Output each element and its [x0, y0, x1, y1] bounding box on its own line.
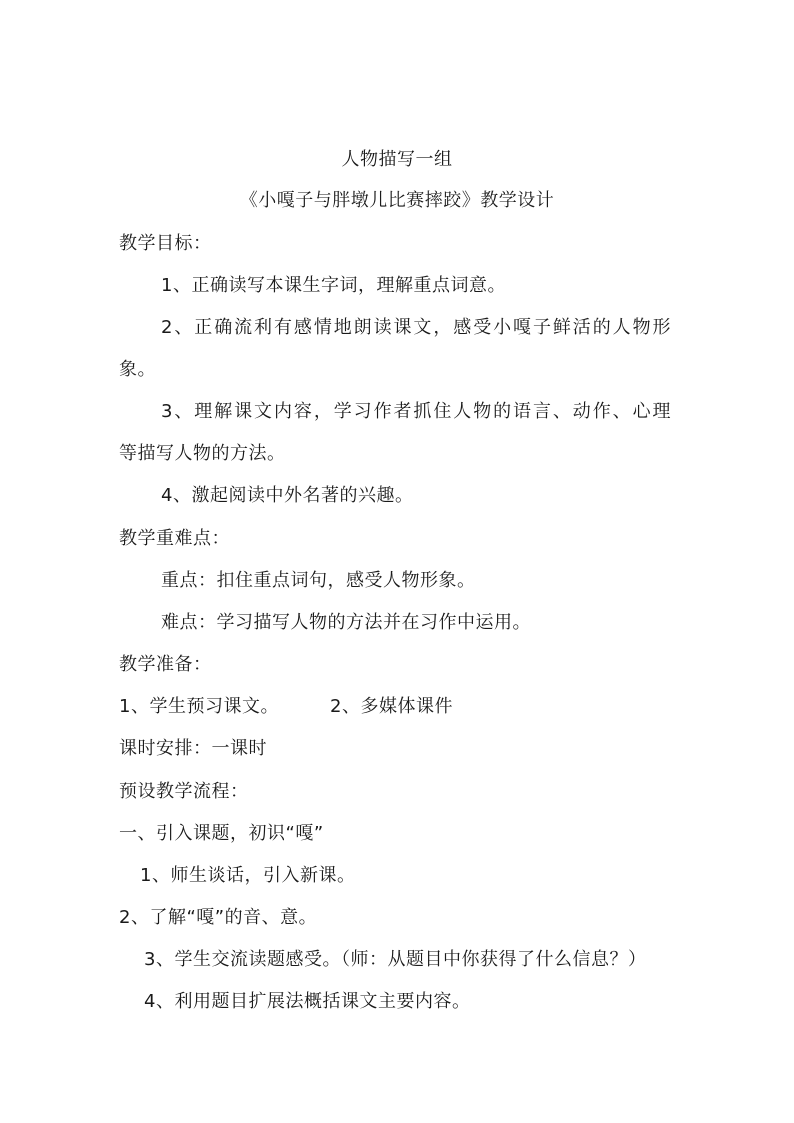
objective-item-3-line-2: 等描写人物的方法。: [119, 443, 286, 464]
process-step-1: 1、师生谈话，引入新课。: [140, 865, 356, 886]
objective-item-3-line-1: 3、理解课文内容，学习作者抓住人物的语言、动作、心理: [161, 401, 671, 422]
process-step-3: 3、学生交流读题感受。（师：从题目中你获得了什么信息？）: [144, 949, 647, 970]
process-section-1: 一、引入课题，初识“嘎”: [119, 823, 324, 844]
key-points-heading: 教学重难点：: [119, 528, 230, 549]
preparation-item-1: 1、学生预习课文。: [119, 696, 279, 717]
objective-item-4: 4、激起阅读中外名著的兴趣。: [161, 485, 414, 506]
process-heading: 预设教学流程：: [119, 781, 249, 802]
document-subtitle: 《小嘎子与胖墩儿比赛摔跤》教学设计: [239, 190, 555, 211]
objective-item-1: 1、正确读写本课生字词，理解重点词意。: [161, 275, 506, 296]
preparation-item-2: 2、多媒体课件: [330, 696, 453, 717]
process-step-4: 4、利用题目扩展法概括课文主要内容。: [144, 991, 471, 1012]
key-point: 重点：扣住重点词句，感受人物形象。: [161, 570, 476, 591]
objectives-heading: 教学目标：: [119, 233, 212, 254]
process-step-2: 2、了解“嘎”的音、意。: [119, 907, 318, 928]
preparation-heading: 教学准备：: [119, 654, 212, 675]
difficulty-point: 难点：学习描写人物的方法并在习作中运用。: [161, 612, 531, 633]
objective-item-2-line-1: 2、正确流利有感情地朗读课文，感受小嘎子鲜活的人物形: [161, 317, 671, 338]
objective-item-2-line-2: 象。: [119, 359, 156, 380]
document-title: 人物描写一组: [341, 149, 453, 170]
schedule: 课时安排：一课时: [119, 738, 267, 759]
